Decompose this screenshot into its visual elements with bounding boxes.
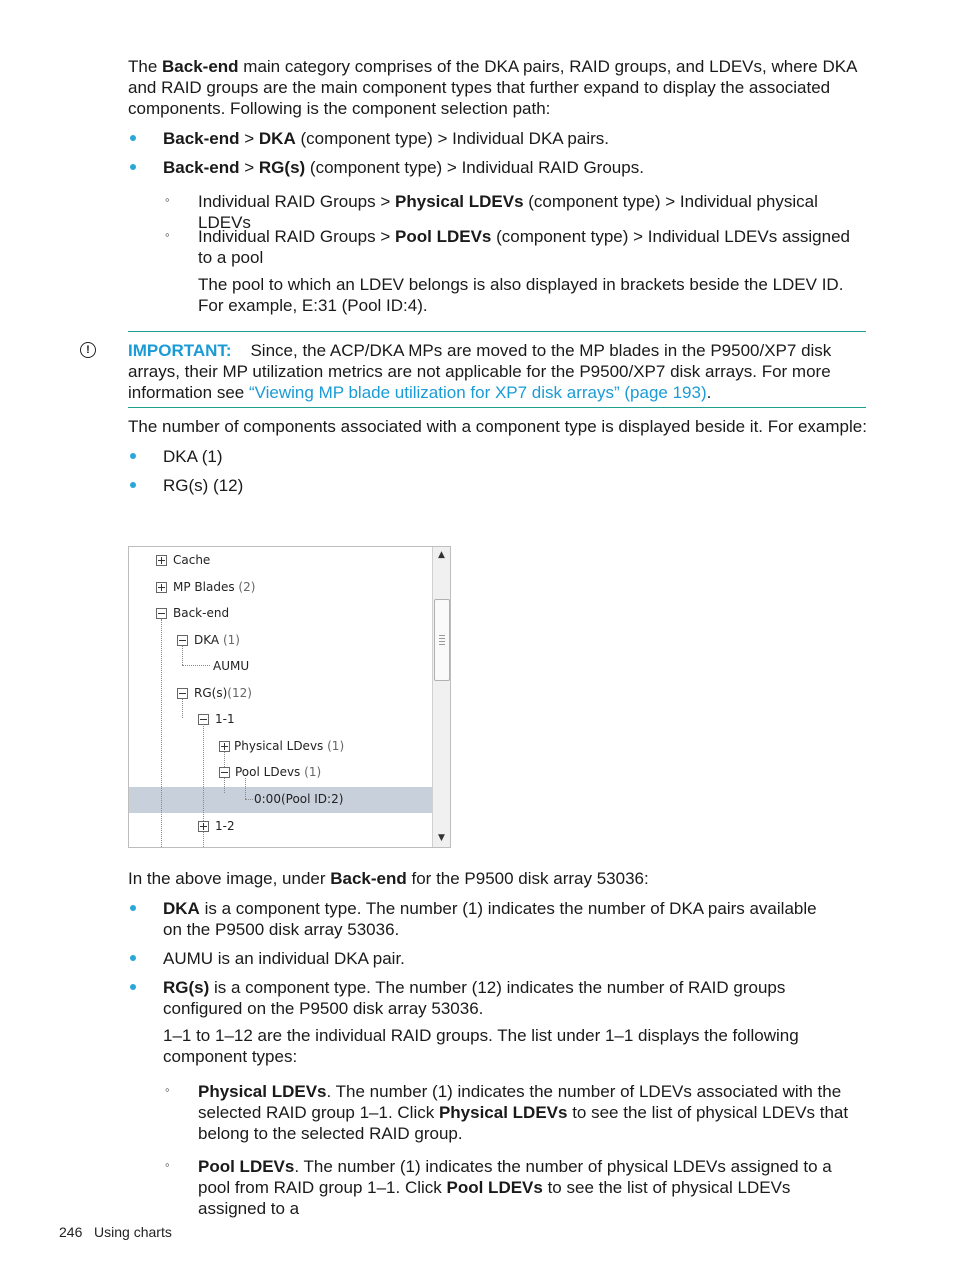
tree-node-aumu-label: AUMU — [213, 659, 250, 673]
tree-line — [182, 645, 183, 665]
tree-node-back-end[interactable] — [173, 606, 229, 620]
tree-node-dka[interactable] — [194, 633, 240, 647]
scroll-down-icon[interactable]: ▼ — [433, 830, 450, 847]
tree-line — [224, 751, 225, 767]
collapse-icon[interactable] — [156, 608, 167, 619]
path-bullet-1-b1: Back-end — [163, 129, 240, 148]
tree-node-physical-ldevs-label: Physical LDevs — [234, 739, 324, 753]
final-item-2-mid: . The number (1) indicates the number of physical LDEVs assigned to a pool from RAID group 1–1. Click — [198, 1157, 832, 1197]
desc-bullet-3-bold: RG(s) — [163, 978, 210, 997]
sub-item-1-rest: (component type) > Individual physical LDEVs — [198, 192, 818, 232]
final-item-1-bold: Physical LDEVs — [198, 1082, 327, 1101]
sub-item-2-rest: (component type) > Individual LDEVs assigned to a pool — [198, 227, 850, 267]
tree-line — [224, 777, 225, 793]
final-item-2-rest: to see the list of physical LDEVs assigned to a — [198, 1178, 791, 1218]
vertical-scrollbar[interactable] — [432, 547, 450, 847]
expand-icon[interactable] — [156, 555, 167, 566]
bullet-dot — [130, 453, 136, 459]
important-note — [128, 340, 848, 403]
sub-item-1-bold: Physical LDEVs — [395, 192, 524, 211]
important-top-rule — [128, 331, 866, 332]
path-bullet-2-rest: (component type) > Individual RAID Groups. — [305, 158, 644, 177]
desc-bullet-2 — [163, 948, 838, 969]
important-text: Since, the ACP/DKA MPs are moved to the MP blades in the P9500/XP7 disk arrays, their MP utilization metrics are not applicable for the P9500/XP7 disk arrays. For more information see — [128, 341, 832, 402]
desc-bullet-1-bold: DKA — [163, 899, 200, 918]
tree-node-mp-blades-count: (2) — [238, 580, 256, 594]
sub-item-2-bold: Pool LDEVs — [395, 227, 492, 246]
tree-node-dka-count: (1) — [222, 633, 240, 647]
tree-node-cache-label: Cache — [173, 553, 211, 567]
expand-icon[interactable] — [198, 821, 209, 832]
tree-node-1-2-label: 1-2 — [215, 819, 235, 833]
bullet-dot — [130, 135, 136, 141]
after-paragraph — [128, 868, 868, 889]
path-bullet-2-b1: Back-end — [163, 158, 240, 177]
expand-icon[interactable] — [219, 741, 230, 752]
path-bullet-2 — [163, 157, 863, 178]
desc-bullet-1 — [163, 898, 838, 940]
page-link[interactable]: “Viewing MP blade utilization for XP7 disk arrays” (page 193) — [248, 383, 707, 402]
collapse-icon[interactable] — [177, 688, 188, 699]
collapse-icon[interactable] — [219, 767, 230, 778]
path-bullet-1 — [163, 128, 863, 149]
tree-node-aumu[interactable] — [213, 659, 249, 673]
tree-node-back-end-label: Back-end — [173, 606, 230, 620]
path-bullet-2-b2: RG(s) — [258, 158, 306, 177]
tree-node-physical-ldevs-count: (1) — [327, 739, 345, 753]
circle-marker: ◦ — [165, 1082, 170, 1097]
bullet-dot — [130, 905, 136, 911]
path-bullet-1-rest: (component type) > Individual DKA pairs. — [295, 129, 609, 148]
circle-marker: ◦ — [165, 227, 170, 242]
desc-bullet-3 — [163, 977, 803, 1019]
important-end: . — [706, 383, 712, 402]
final-item-2-bold: Pool LDEVs — [198, 1157, 295, 1176]
bullet-dot — [130, 164, 136, 170]
desc-bullet-2-text: AUMU is an individual DKA pair. — [163, 949, 405, 968]
desc-bullet-3-rest: is a component type. The number (12) indicates the number of RAID groups configured on the P9500 disk array 53036. — [163, 978, 786, 1018]
scrollbar-thumb[interactable] — [434, 599, 450, 681]
final-item-1-bold2: Physical LDEVs — [438, 1103, 568, 1122]
tree-node-rgs-label: RG(s) — [194, 686, 228, 700]
bullet-dot — [130, 955, 136, 961]
intro-paragraph — [128, 56, 868, 119]
desc-bullet-1-rest: is a component type. The number (1) indicates the number of DKA pairs available on the P9500 disk array 53036. — [163, 899, 817, 939]
tree-line — [182, 665, 210, 666]
circle-marker: ◦ — [165, 1157, 170, 1172]
scroll-up-icon[interactable]: ▲ — [433, 547, 450, 564]
intro-rest: main category comprises of the DKA pairs, RAID groups, and LDEVs, where DKA and RAID groups are the main component types that further expand to display the associated components. Following is the component selection path: — [128, 57, 857, 118]
final-item-1-rest: to see the list of physical LDEVs that belong to the selected RAID group. — [198, 1103, 849, 1143]
page-number: 246 — [59, 1224, 83, 1240]
tree-line — [182, 698, 183, 718]
after-pre: In the above image, under — [128, 869, 331, 888]
path-bullet-2-sep: > — [239, 158, 259, 177]
bullet-dot — [130, 482, 136, 488]
tree-node-1-1-label: 1-1 — [215, 712, 235, 726]
tree-line — [161, 619, 162, 847]
tree-node-rgs-count: (12) — [227, 686, 252, 700]
final-item-1 — [198, 1081, 870, 1144]
tree-node-ldev-0-00-label: 0:00(Pool ID:2) — [254, 792, 344, 806]
bullet-dot — [130, 984, 136, 990]
pool-note: The pool to which an LDEV belongs is also displayed in brackets beside the LDEV ID. For example, E:31 (Pool ID:4). — [198, 275, 844, 315]
important-icon: ! — [80, 342, 96, 358]
final-item-2 — [198, 1156, 858, 1219]
path-bullet-1-b2: DKA — [258, 129, 296, 148]
rg-note: 1–1 to 1–12 are the individual RAID groups. The list under 1–1 displays the following component types: — [163, 1026, 799, 1066]
sub-item-2 — [198, 226, 862, 268]
count-intro: The number of components associated with a component type is displayed beside it. For example: — [128, 417, 867, 436]
collapse-icon[interactable] — [177, 635, 188, 646]
sub-item-2-pre: Individual RAID Groups > — [198, 227, 396, 246]
tree-node-1-2[interactable] — [215, 819, 235, 833]
tree-node-cache[interactable] — [173, 553, 210, 567]
path-bullet-1-sep: > — [239, 129, 259, 148]
important-bottom-rule — [128, 407, 866, 408]
tree-node-mp-blades-label: MP Blades — [173, 580, 235, 594]
tree-node-pool-ldevs[interactable] — [235, 765, 321, 779]
expand-icon[interactable] — [156, 582, 167, 593]
final-item-1-mid: . The number (1) indicates the number of LDEVs associated with the selected RAID group 1–1. Click — [198, 1082, 842, 1122]
tree-node-physical-ldevs[interactable] — [234, 739, 344, 753]
count-bullet-1: DKA (1) — [163, 447, 223, 466]
circle-marker: ◦ — [165, 192, 170, 207]
after-bold: Back-end — [330, 869, 407, 888]
tree-node-dka-label: DKA — [194, 633, 220, 647]
tree-node-mp-blades[interactable] — [173, 580, 255, 594]
intro-bold: Back-end — [162, 57, 239, 76]
tree-line — [245, 799, 253, 800]
tree-node-pool-ldevs-count: (1) — [304, 765, 322, 779]
tree-line — [245, 778, 246, 799]
important-label: IMPORTANT: — [128, 341, 232, 360]
intro-pre: The — [128, 57, 163, 76]
after-rest: for the P9500 disk array 53036: — [406, 869, 649, 888]
tree-node-ldev-0-00[interactable] — [254, 792, 343, 806]
count-bullet-2: RG(s) (12) — [163, 476, 244, 495]
tree-node-pool-ldevs-label: Pool LDevs — [235, 765, 301, 779]
footer-title: Using charts — [94, 1224, 172, 1240]
final-item-2-bold2: Pool LDEVs — [446, 1178, 543, 1197]
component-tree[interactable] — [128, 546, 451, 848]
tree-node-1-1[interactable] — [215, 712, 235, 726]
page-footer — [59, 1223, 172, 1241]
collapse-icon[interactable] — [198, 714, 209, 725]
sub-item-1-pre: Individual RAID Groups > — [198, 192, 396, 211]
tree-node-rgs[interactable] — [194, 686, 252, 700]
